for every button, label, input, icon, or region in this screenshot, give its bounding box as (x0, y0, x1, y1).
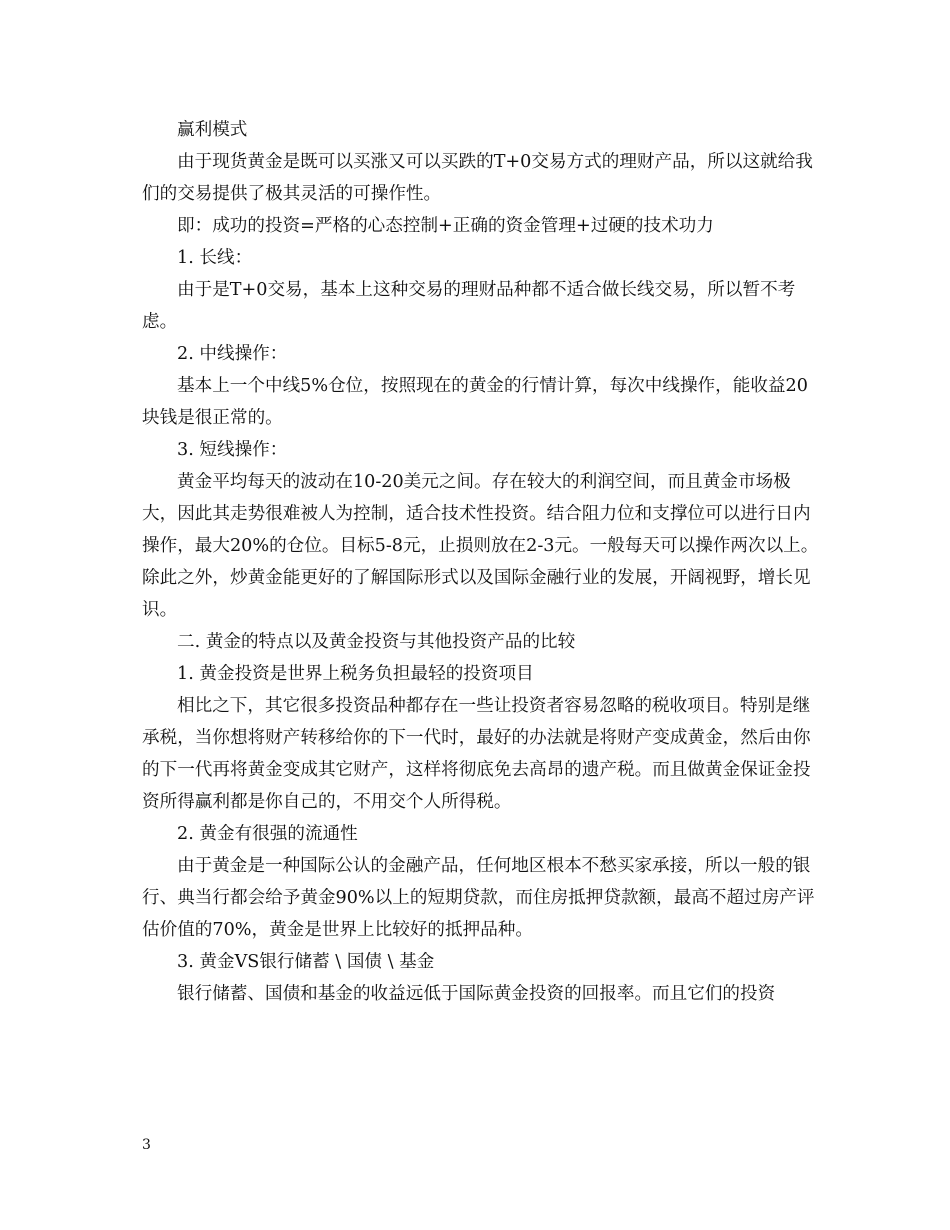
paragraph: 由于现货黄金是既可以买涨又可以买跌的T+0交易方式的理财产品，所以这就给我们的交易提供了极其灵活的可操作性。 (142, 152, 813, 204)
paragraph: 即：成功的投资=严格的心态控制+正确的资金管理+过硬的技术功力 (177, 216, 714, 236)
list-heading-long-term: 1. 长线： (177, 248, 253, 268)
list-heading-tax: 1. 黄金投资是世界上税务负担最轻的投资项目 (177, 664, 534, 684)
section-heading-gold-features: 二. 黄金的特点以及黄金投资与其他投资产品的比较 (177, 632, 576, 652)
list-heading-comparison: 3. 黄金VS银行储蓄 \ 国债 \ 基金 (177, 952, 435, 972)
paragraph: 黄金平均每天的波动在10-20美元之间。存在较大的利润空间，而且黄金市场极大，因此其走势很难被人为控制，适合技术性投资。结合阻力位和支撑位可以进行日内操作，最大20%的仓位。目标5-8元，止损则放在2-3元。一般每天可以操作两次以上。 除此之外，炒黄金能更好的了解国际形式以及国际金融行业的发展，开阔视野，增长见识。 (142, 472, 819, 620)
list-heading-mid-term: 2. 中线操作： (177, 344, 288, 364)
page-number: 3 (142, 1137, 151, 1153)
list-heading-short-term: 3. 短线操作： (177, 440, 288, 460)
list-heading-liquidity: 2. 黄金有很强的流通性 (177, 824, 358, 844)
document-body (142, 114, 822, 1010)
paragraph: 相比之下，其它很多投资品种都存在一些让投资者容易忽略的税收项目。特别是继承税，当你想将财产转移给你的下一代时，最好的办法就是将财产变成黄金，然后由你的下一代再将黄金变成其它财产，这样将彻底免去高昂的遗产税。而且做黄金保证金投资所得赢利都是你自己的，不用交个人所得税。 (142, 696, 811, 812)
section-heading-profit-model: 赢利模式 (177, 120, 248, 140)
paragraph: 由于是T+0交易，基本上这种交易的理财品种都不适合做长线交易，所以暂不考虑。 (142, 280, 796, 332)
paragraph: 银行储蓄、国债和基金的收益远低于国际黄金投资的回报率。而且它们的投资 (177, 984, 776, 1004)
paragraph: 基本上一个中线5%仓位，按照现在的黄金的行情计算，每次中线操作，能收益20块钱是很正常的。 (142, 376, 808, 428)
paragraph: 由于黄金是一种国际公认的金融产品，任何地区根本不愁买家承接，所以一般的银行、典当行都会给予黄金90%以上的短期贷款，而住房抵押贷款额，最高不超过房产评估价值的70%，黄金是世界上比较好的抵押品种。 (142, 856, 815, 940)
